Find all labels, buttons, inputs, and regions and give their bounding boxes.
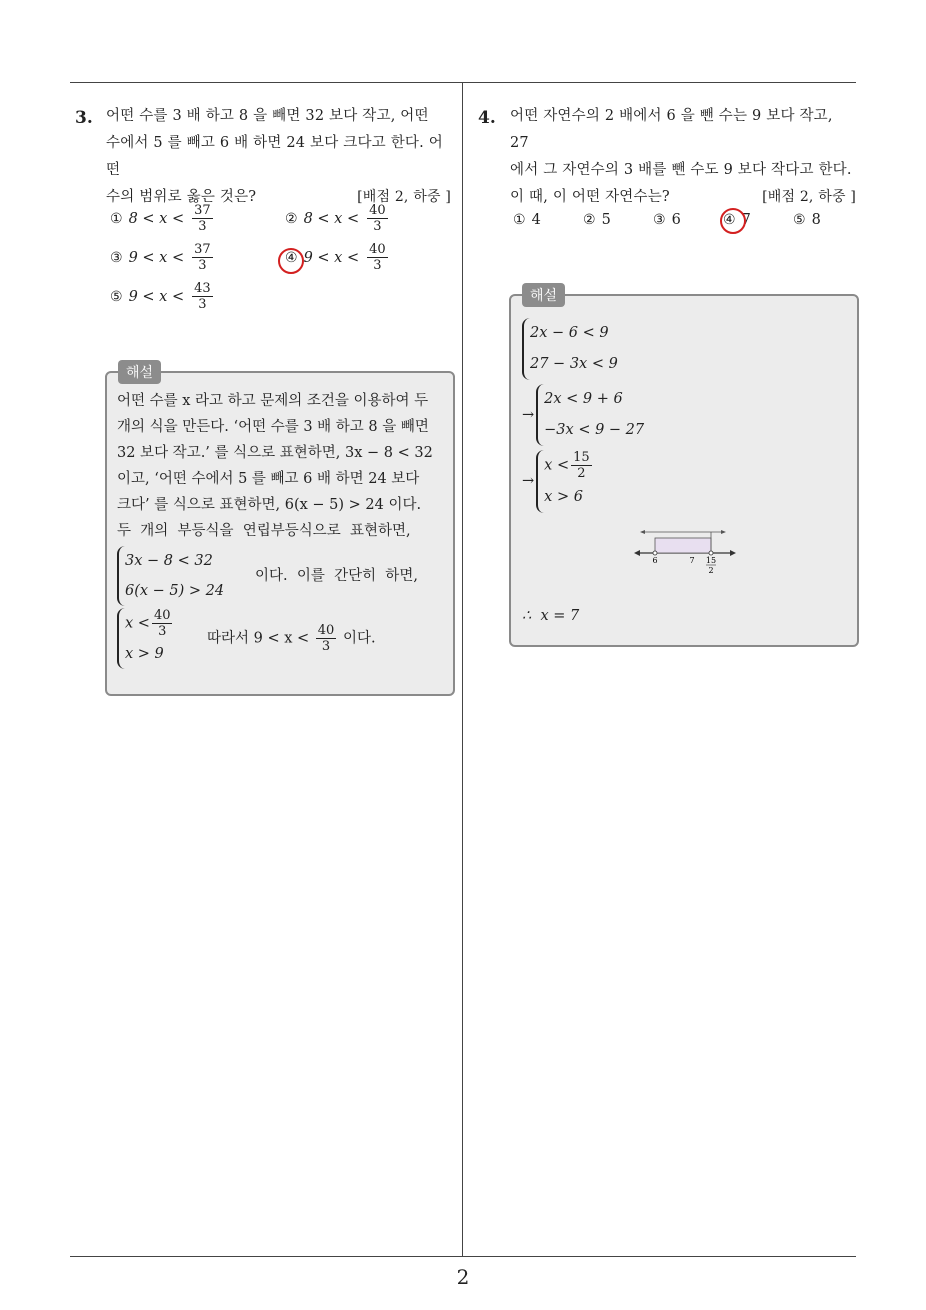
q3-line1: 어떤 수를 3 배 하고 8 을 빼면 32 보다 작고, 어떤 (106, 108, 429, 124)
choice-number: ③ (110, 249, 123, 266)
q4-system1 (522, 318, 628, 380)
sol-line: 크다’ 를 식으로 표현하면, 6(x − 5) > 24 이다. (117, 497, 422, 513)
q3-choice-3[interactable] (110, 242, 215, 273)
choice-number: ④ (285, 249, 298, 266)
choice-value: 6 (671, 212, 681, 228)
choice-number: ② (583, 212, 596, 228)
q4-choice-1[interactable] (513, 212, 541, 228)
sys-line: x > 6 (544, 488, 583, 505)
choice-number: ⑤ (793, 212, 806, 228)
choice-expr: 9 < x < (128, 249, 185, 266)
choice-value: 8 (811, 212, 821, 228)
frac-num: 37 (194, 242, 211, 257)
sys1-tail: 이다. 이를 간단히 하면, (255, 568, 418, 584)
number-line-diagram (630, 528, 740, 582)
frac-num: 15 (573, 450, 590, 465)
arrow-icon: → (522, 473, 535, 490)
tick-7: 7 (689, 556, 695, 565)
q3-line2: 수에서 5 를 빼고 6 배 하면 24 보다 크다고 한다. 어떤 (106, 135, 443, 178)
sys-line: 27 − 3x < 9 (530, 356, 618, 372)
choice-expr: 9 < x < (128, 288, 185, 305)
sys-line: x < (125, 615, 150, 632)
frac-den: 3 (158, 624, 167, 639)
q4-text (510, 103, 856, 211)
tick-6: 6 (652, 556, 658, 565)
choice-number: ① (110, 210, 123, 227)
q4-line3: 이 때, 이 어떤 자연수는? (510, 189, 670, 205)
sys-line: x < (544, 457, 570, 474)
sys-line: 3x − 8 < 32 (125, 553, 213, 569)
sys-line: x > 9 (125, 646, 164, 662)
frac-den: 3 (373, 258, 382, 273)
frac-num: 40 (153, 608, 171, 623)
sol-line: 32 보다 작고.’ 를 식으로 표현하면, 3x − 8 < 32 (117, 445, 433, 461)
tick-15: 15 (705, 556, 717, 565)
choice-value: 4 (531, 212, 541, 228)
q3-solution-text (117, 388, 443, 669)
q4-number: 4. (478, 108, 496, 128)
q4-system3 (536, 450, 603, 513)
choice-number: ② (285, 210, 298, 227)
column-divider (462, 82, 463, 1257)
frac-den: 3 (373, 219, 382, 234)
choice-number: ① (513, 212, 526, 228)
q3-number: 3. (75, 108, 93, 128)
page-number: 2 (456, 1265, 470, 1289)
sys-line: −3x < 9 − 27 (544, 422, 645, 438)
arrow-icon: → (522, 407, 535, 423)
q4-line1: 어떤 자연수의 2 배에서 6 을 뺀 수는 9 보다 작고, 27 (510, 108, 833, 151)
q4-meta: [배점 2, 하중 ] (762, 189, 856, 205)
q4-choice-2[interactable] (583, 212, 611, 228)
q3-choice-1[interactable] (110, 203, 215, 234)
choice-number: ⑤ (110, 288, 123, 305)
sys-line: 2x − 6 < 9 (530, 325, 609, 341)
q4-system2 (536, 384, 654, 446)
q4-solution-text (522, 318, 842, 513)
choice-expr: 8 < x < (128, 210, 185, 227)
conclusion-post: 이다. (342, 630, 376, 647)
frac-num: 40 (369, 242, 386, 257)
frac-num: 40 (317, 623, 335, 638)
sys-line: 2x < 9 + 6 (544, 391, 623, 407)
q3-answer-mark (278, 248, 304, 274)
choice-expr: 8 < x < (303, 210, 360, 227)
q4-choice-3[interactable] (653, 212, 681, 228)
q4-solution-tag: 해설 (522, 283, 565, 307)
q3-text (106, 103, 451, 211)
frac-den: 2 (577, 466, 586, 481)
choice-value: 7 (741, 212, 751, 228)
conclusion-pre: 따라서 9 < x < (207, 630, 310, 647)
sol-line: 이고, ‘어떤 수에서 5 를 빼고 6 배 하면 24 보다 (117, 471, 420, 487)
q3-line3: 수의 범위로 옳은 것은? (106, 189, 257, 205)
frac-num: 37 (194, 203, 211, 218)
choice-number: ③ (653, 212, 666, 228)
choice-value: 5 (601, 212, 611, 228)
q3-system1 (117, 546, 243, 606)
sol-line: 어떤 수를 x 라고 하고 문제의 조건을 이용하여 두 (117, 393, 429, 409)
frac-den: 3 (198, 297, 207, 312)
q3-choice-5[interactable] (110, 281, 215, 312)
q4-line2: 에서 그 자연수의 3 배를 뺀 수도 9 보다 작다고 한다. (510, 162, 852, 178)
sys-line: 6(x − 5) > 24 (125, 583, 225, 599)
top-rule (70, 82, 856, 83)
q3-solution-tag: 해설 (118, 360, 161, 384)
q3-choice-2[interactable] (285, 203, 390, 234)
sol-line: 개의 식을 만든다. ‘어떤 수를 3 배 하고 8 을 빼면 (117, 419, 429, 435)
q3-system2 (117, 608, 195, 669)
frac-num: 43 (194, 281, 211, 296)
tick-2: 2 (708, 566, 714, 575)
q4-answer-mark (720, 208, 746, 234)
frac-den: 3 (321, 639, 331, 654)
q3-meta: [배점 2, 하중 ] (357, 189, 451, 205)
frac-den: 3 (198, 219, 207, 234)
frac-num: 40 (369, 203, 386, 218)
choice-expr: 9 < x < (303, 249, 360, 266)
bottom-rule (70, 1256, 856, 1257)
choice-number: ④ (723, 212, 736, 228)
q4-conclusion: ∴ x = 7 (522, 608, 580, 624)
frac-den: 3 (198, 258, 207, 273)
sol-line: 두 개의 부등식을 연립부등식으로 표현하면, (117, 523, 411, 539)
q4-choice-5[interactable] (793, 212, 821, 228)
